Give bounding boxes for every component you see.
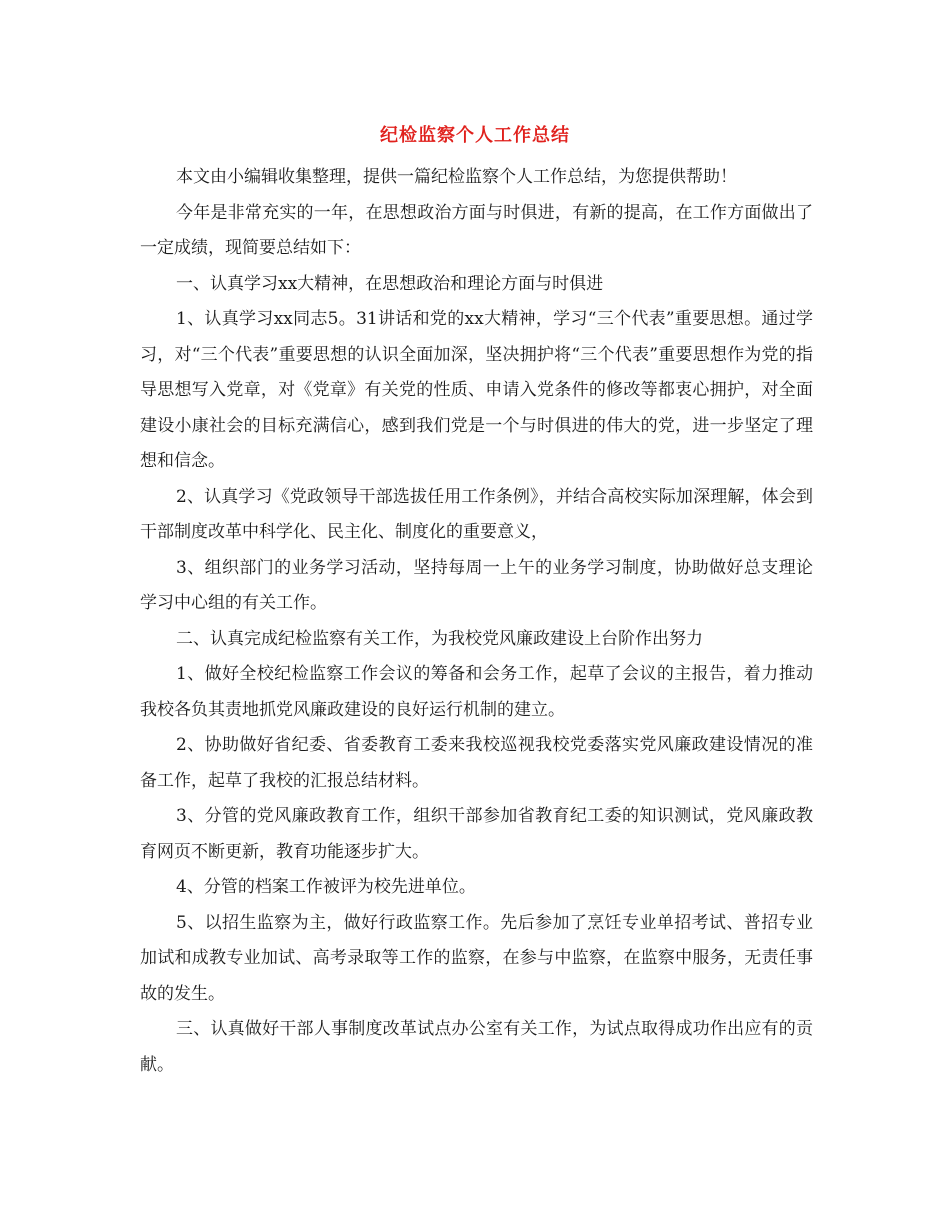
paragraph-2-3: 3、分管的党风廉政教育工作，组织干部参加省教育纪工委的知识测试，党风廉政教育网页不断更新，教育功能逐步扩大。 [140, 806, 813, 862]
document-title: 纪检监察个人工作总结 [380, 125, 570, 146]
paragraph-1-1: 1、认真学习xx同志5。31讲话和党的xx大精神，学习“三个代表”重要思想。通过学习，对“三个代表”重要思想的认识全面加深，坚决拥护将“三个代表”重要思想作为党的指导思想写入党章，对《党章》有关党的性质、申请入党条件的修改等都衷心拥护，对全面建设小康社会的目标充满信心，感到我们党是一个与时俱进的伟大的党，进一步坚定了理想和信念。 [140, 309, 813, 471]
section-heading-1: 一、认真学习xx大精神，在思想政治和理论方面与时俱进 [176, 273, 604, 294]
paragraph-intro: 本文由小编辑收集整理，提供一篇纪检监察个人工作总结，为您提供帮助！ [176, 167, 737, 187]
paragraph-2-4: 4、分管的档案工作被评为校先进单位。 [176, 877, 476, 897]
paragraph-1-2: 2、认真学习《党政领导干部选拔任用工作条例》，并结合高校实际加深理解，体会到干部制度改革中科学化、民主化、制度化的重要意义， [140, 486, 813, 542]
paragraph-1-3: 3、组织部门的业务学习活动，坚持每周一上午的业务学习制度，协助做好总支理论学习中心组的有关工作。 [140, 557, 813, 613]
document-body [140, 160, 813, 1083]
paragraph-summary: 今年是非常充实的一年，在思想政治方面与时俱进，有新的提高，在工作方面做出了一定成绩，现简要总结如下： [140, 202, 813, 258]
section-heading-3: 三、认真做好干部人事制度改革试点办公室有关工作，为试点取得成功作出应有的贡献。 [140, 1019, 813, 1075]
paragraph-2-2: 2、协助做好省纪委、省委教育工委来我校巡视我校党委落实党风廉政建设情况的准备工作，起草了我校的汇报总结材料。 [140, 735, 813, 791]
section-heading-2: 二、认真完成纪检监察有关工作，为我校党风廉政建设上台阶作出努力 [176, 628, 703, 649]
paragraph-2-1: 1、做好全校纪检监察工作会议的筹备和会务工作，起草了会议的主报告，着力推动我校各负其责地抓党风廉政建设的良好运行机制的建立。 [140, 664, 813, 720]
paragraph-2-5: 5、以招生监察为主，做好行政监察工作。先后参加了烹饪专业单招考试、普招专业加试和成教专业加试、高考录取等工作的监察，在参与中监察，在监察中服务，无责任事故的发生。 [140, 912, 813, 1004]
